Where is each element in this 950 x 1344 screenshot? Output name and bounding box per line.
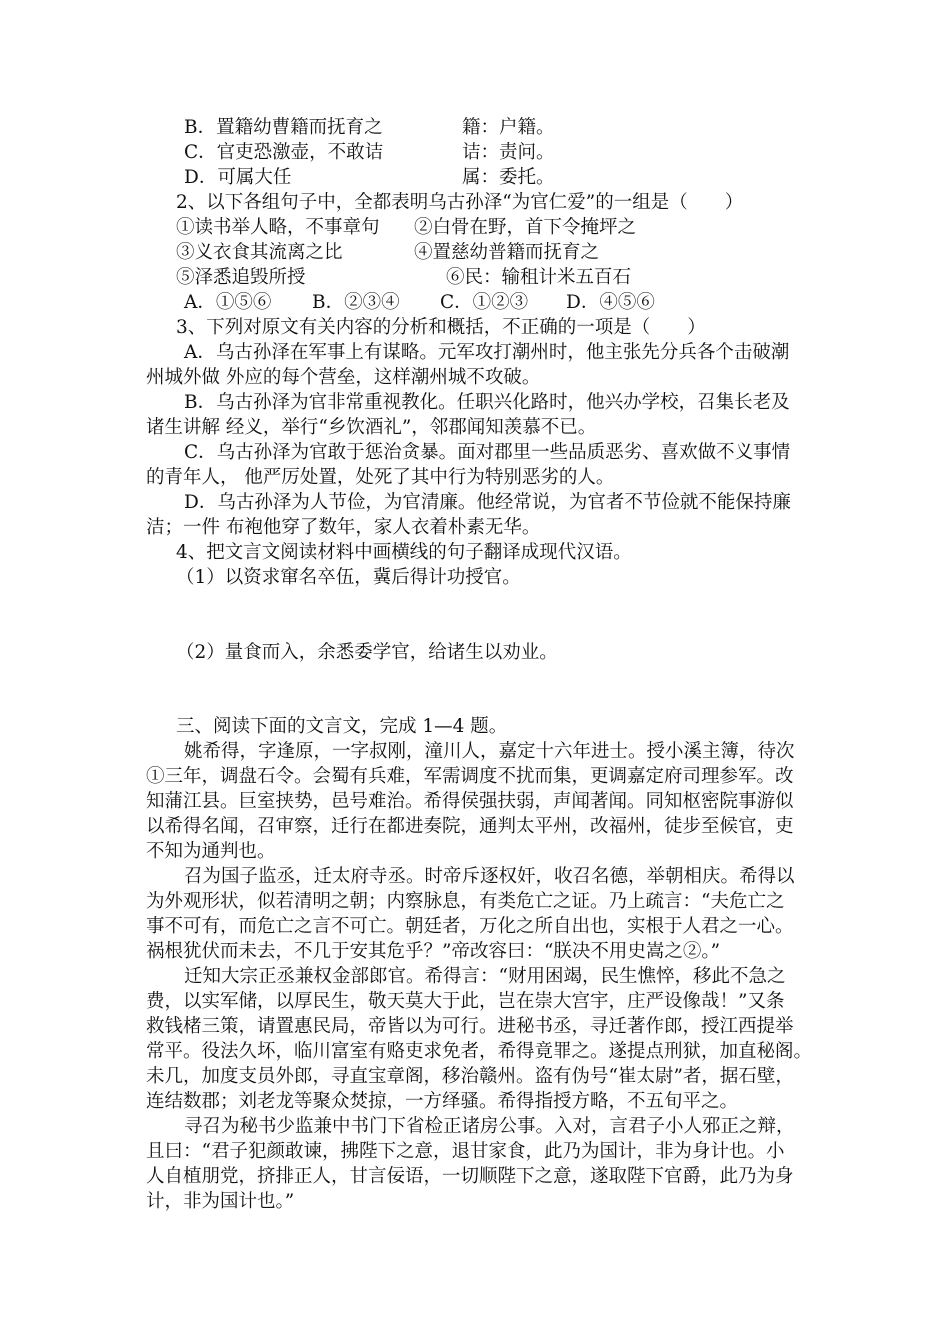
question-stem: 2、以下各组句子中，全都表明乌古孙泽“为官仁爱”的一组是（ ） [176, 192, 744, 213]
option-gloss: 籍：户籍。 [462, 117, 555, 138]
passage-line: 姚希得，字逢原，一字叔刚，潼川人，嘉定十六年进士。授小溪主簿，待次 [184, 741, 795, 762]
q2-item: ⑤泽悉追毁所授 [176, 267, 306, 288]
q2-item: ⑥民：输租计米五百石 [446, 267, 632, 288]
passage-line: 知蒲江县。巨室挟势，邑号难治。希得侯强扶弱，声闻著闻。同知枢密院事游似 [146, 791, 794, 812]
q2-item: ④置慈幼普籍而抚育之 [414, 242, 600, 263]
q3-option-c-line: C．乌古孙泽为官敢于惩治贪暴。面对郡里一些品质恶劣、喜欢做不义事情 [184, 442, 791, 463]
q2-choice: A．①⑤⑥ [184, 292, 272, 313]
passage-line: 未几，加度支员外郎，寻直宝章阁，移治赣州。盗有伪号“崔太尉”者，据石壁， [146, 1066, 794, 1087]
q2-choice: C．①②③ [440, 292, 529, 313]
passage-line: 救钱楮三策，请置惠民局，帝皆以为可行。进秘书丞，寻迁著作郎，授江西提举 [146, 1016, 794, 1037]
q3-option-d-line: D．乌古孙泽为人节俭，为官清廉。他经常说，为官者不节俭就不能保持廉 [184, 492, 791, 513]
q2-item: ①读书举人略，不事章句 [176, 217, 380, 238]
passage-line: 事不可有，而危亡之言不可亡。朝廷者，万化之所自出也，实根于人君之一心。 [146, 916, 794, 937]
q3-option-a-line: A．乌古孙泽在军事上有谋略。元军攻打潮州时，他主张先分兵各个击破潮 [184, 342, 790, 363]
q2-choice: B．②③④ [312, 292, 400, 313]
question-stem: 3、下列对原文有关内容的分析和概括，不正确的一项是（ ） [176, 317, 706, 338]
q2-item: ③义衣食其流离之比 [176, 242, 343, 263]
q2-item: ②白骨在野，首下令掩坪之 [414, 217, 637, 238]
q3-option-b-line: 诸生讲解 经义，举行“乡饮酒礼”，邻郡闻知羡慕不已。 [146, 417, 597, 438]
q2-choice: D．④⑤⑥ [566, 292, 655, 313]
option-text: D．可属大任 [184, 167, 292, 188]
passage-line: 费，以实军储，以厚民生，敬天莫大于此，岂在崇大宫宇，庄严设像哉！”又条 [146, 991, 785, 1012]
option-text: C．官吏恐激壶，不敢诘 [184, 142, 384, 163]
passage-line: 不知为通判也。 [146, 841, 276, 862]
passage-line: 常平。役法久坏，临川富室有赂吏求免者，希得竟罪之。遂提点刑狱，加直秘阁。 [146, 1041, 813, 1062]
passage-line: ①三年，调盘石令。会蜀有兵难，军需调度不扰而集，更调嘉定府司理参军。改 [146, 766, 794, 787]
q3-option-a-line: 州城外做 外应的每个营垒，这样潮州城不攻破。 [146, 367, 541, 388]
passage-line: 祸根犹伏而未去，不几于安其危乎？”帝改容曰：“朕决不用史嵩之②。” [146, 941, 721, 962]
q3-option-b-line: B．乌古孙泽为官非常重视教化。任职兴化路时，他兴办学校，召集长老及 [184, 392, 790, 413]
option-gloss: 属：委托。 [462, 167, 555, 188]
passage-line: 以希得名闻，召审察，迁行在都进奏院，通判太平州，改福州，徒步至候官，吏 [146, 816, 794, 837]
passage-line: 寻召为秘书少监兼中书门下省检正诸房公事。入对，言君子小人邪正之辩， [184, 1116, 795, 1137]
passage-line: 计，非为国计也。” [146, 1191, 295, 1212]
q3-option-c-line: 的青年人， 他严厉处置，处死了其中行为特别恶劣的人。 [146, 467, 615, 488]
section-heading: 三、阅读下面的文言文，完成 1—4 题。 [176, 716, 508, 737]
translation-sentence-1: （1）以资求窜名卒伍，冀后得计功授官。 [176, 567, 521, 588]
passage-line: 人自植朋党，挤排正人，甘言佞语，一切顺陛下之意，遂取陛下官爵，此乃为身 [146, 1166, 794, 1187]
option-text: B．置籍幼曹籍而抚育之 [184, 117, 383, 138]
option-gloss: 诘：责问。 [462, 142, 555, 163]
passage-line: 且曰：“君子犯颜敢谏，拂陛下之意，退甘家食，此乃为国计，非为身计也。小 [146, 1141, 785, 1162]
q3-option-d-line: 洁；一件 布袍他穿了数年，家人衣着朴素无华。 [146, 517, 541, 538]
passage-line: 为外观形状，似若清明之朝；内察脉息，有类危亡之证。乃上疏言：“夫危亡之 [146, 891, 785, 912]
passage-line: 迁知大宗正丞兼权金部郎官。希得言：“财用困竭，民生憔悴，移此不急之 [184, 966, 786, 987]
translation-sentence-2: （2）量食而入，余悉委学官，给诸生以劝业。 [176, 642, 558, 663]
question-stem: 4、把文言文阅读材料中画横线的句子翻译成现代汉语。 [176, 542, 632, 563]
passage-line: 连结数郡；刘老龙等聚众焚掠，一方绎骚。希得指授方略，不五旬平之。 [146, 1091, 739, 1112]
passage-line: 召为国子监丞，迁太府寺丞。时帝斥逐权奸，收召名德，举朝相庆。希得以 [184, 866, 795, 887]
